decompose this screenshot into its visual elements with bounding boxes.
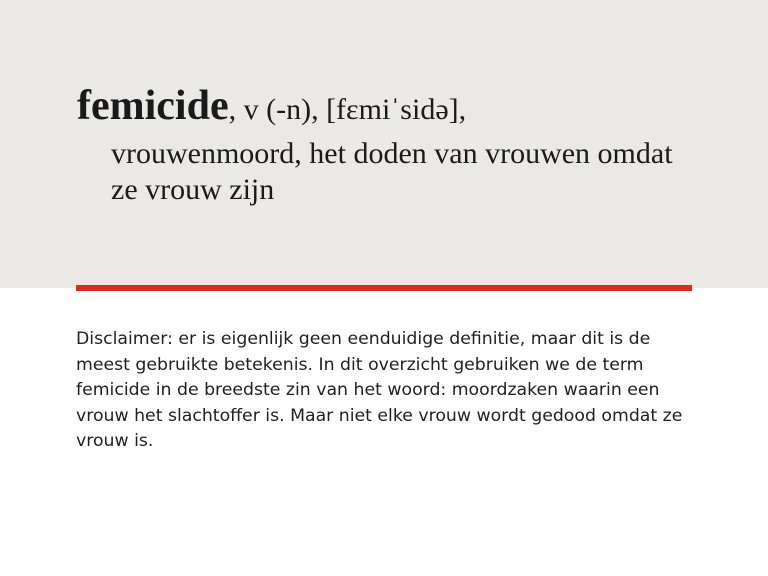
- definition-headline: [77, 80, 717, 136]
- dictionary-definition: [77, 80, 717, 208]
- definition-meaning: vrouwenmoord, het doden van vrouwen omdat ze vrouw zijn: [111, 137, 673, 206]
- accent-divider: [76, 285, 692, 291]
- disclaimer-text: Disclaimer: er is eigenlijk geen eenduidige definitie, maar dit is de meest gebruikte betekenis. In dit overzicht gebruiken we de term femicide in de breedste zin van het woord: moordzaken waarin een vrouw het slachtoffer is. Maar niet elke vrouw wordt gedood omdat ze vrouw is.: [76, 329, 683, 451]
- headword: femicide: [77, 83, 229, 129]
- grammar-pronunciation: , v (-n), [fɛmiˈsidə],: [228, 93, 467, 126]
